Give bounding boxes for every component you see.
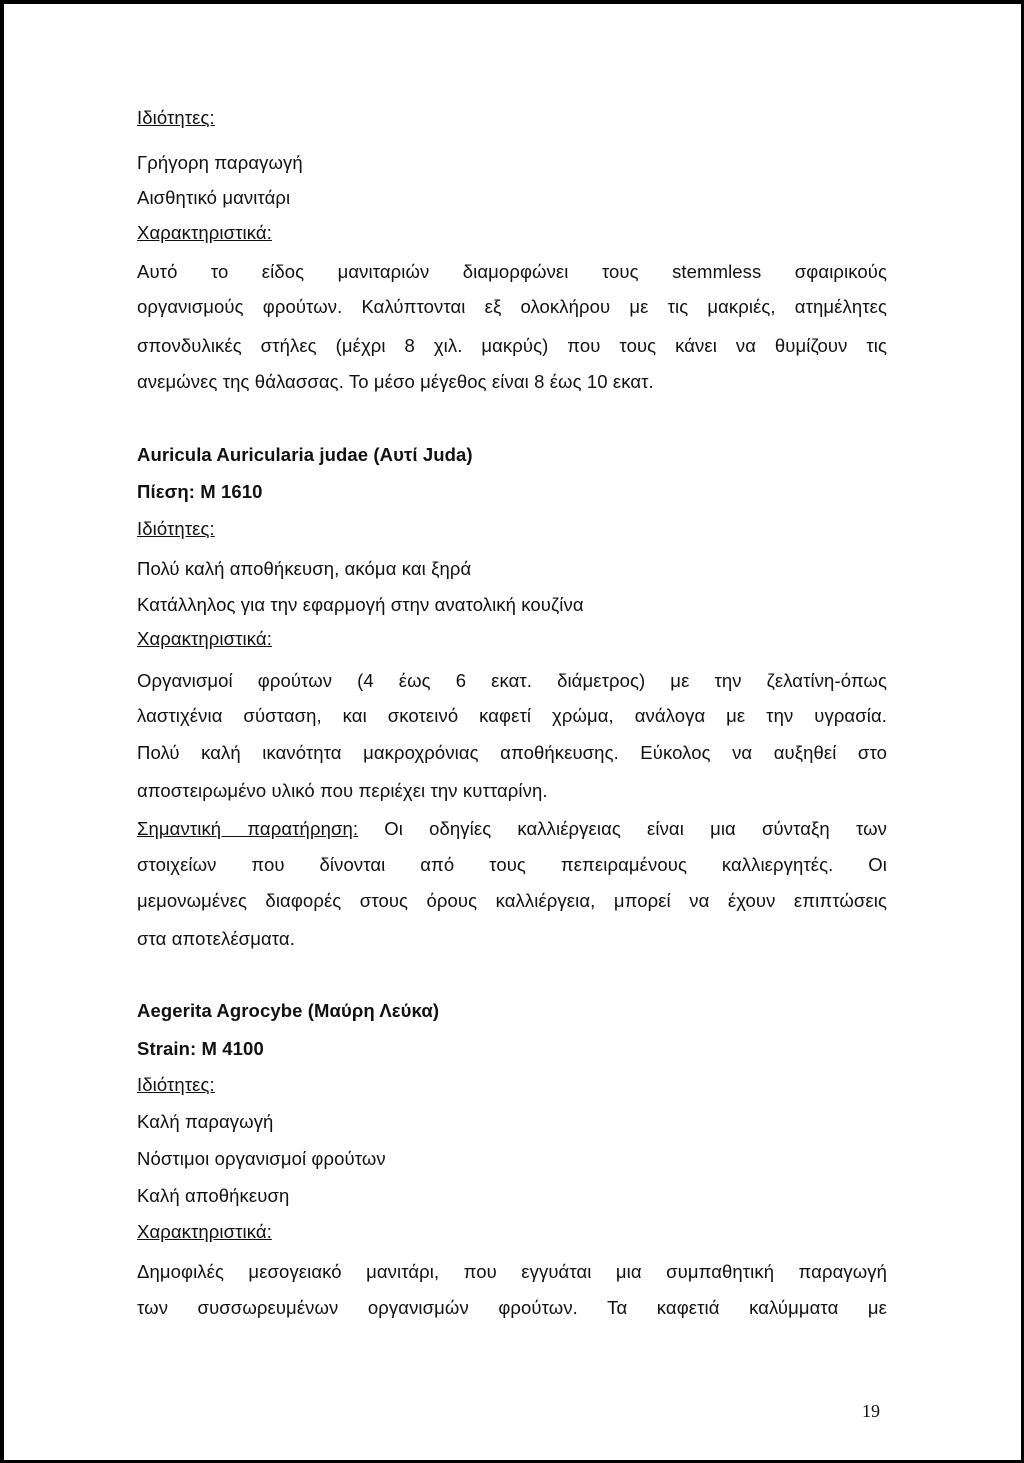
- section2-property: Πολύ καλή αποθήκευση, ακόμα και ξηρά: [137, 558, 472, 579]
- page-border-top: [0, 0, 1024, 4]
- section1-characteristics-line: Αυτό το είδος μανιταριών διαμορφώνει τους stemmless σφαιρικούς: [137, 261, 887, 282]
- section2-note-label: Σημαντική παρατήρηση:: [137, 818, 359, 839]
- section3-properties-heading: Ιδιότητες:: [137, 1074, 215, 1095]
- section1-properties-heading: Ιδιότητες:: [137, 107, 215, 128]
- page-number: 19: [862, 1401, 880, 1421]
- section3-property: Καλή αποθήκευση: [137, 1185, 290, 1206]
- section2-strain: Πίεση: M 1610: [137, 481, 263, 502]
- section2-characteristics-line: αποστειρωμένο υλικό που περιέχει την κυτταρίνη.: [137, 780, 548, 801]
- section3-characteristics-line: των συσσωρευμένων οργανισμών φρούτων. Τα καφετιά καλύμματα με: [137, 1297, 887, 1318]
- page-border-left: [0, 0, 4, 1463]
- section2-characteristics-line: Πολύ καλή ικανότητα μακροχρόνιας αποθήκευσης. Εύκολος να αυξηθεί στο: [137, 742, 887, 763]
- section2-note-line: μεμονωμένες διαφορές στους όρους καλλιέργεια, μπορεί να έχουν επιπτώσεις: [137, 890, 887, 911]
- section1-characteristics-line: ανεμώνες της θάλασσας. Το μέσο μέγεθος είναι 8 έως 10 εκατ.: [137, 371, 654, 392]
- section3-property: Νόστιμοι οργανισμοί φρούτων: [137, 1148, 386, 1169]
- section2-note-line: [137, 818, 887, 840]
- section3-characteristics-heading: Χαρακτηριστικά:: [137, 1221, 272, 1242]
- section2-note-text: Οι οδηγίες καλλιέργειας είναι μια σύνταξη των: [384, 818, 887, 839]
- section3-characteristics-line: Δημοφιλές μεσογειακό μανιτάρι, που εγγυάται μια συμπαθητική παραγωγή: [137, 1261, 887, 1282]
- section2-note-line: στα αποτελέσματα.: [137, 928, 295, 949]
- section1-property: Γρήγορη παραγωγή: [137, 152, 303, 173]
- section3-property: Καλή παραγωγή: [137, 1111, 274, 1132]
- section2-title: Auricula Auricularia judae (Αυτί Juda): [137, 444, 473, 465]
- section3-title: Aegerita Agrocybe (Μαύρη Λεύκα): [137, 1000, 440, 1021]
- section1-characteristics-line: οργανισμούς φρούτων. Καλύπτονται εξ ολοκλήρου με τις μακριές, ατημέλητες: [137, 296, 887, 317]
- section2-characteristics-heading: Χαρακτηριστικά:: [137, 628, 272, 649]
- section2-note-line: στοιχείων που δίνονται από τους πεπειραμένους καλλιεργητές. Οι: [137, 854, 887, 875]
- section2-characteristics-line: Οργανισμοί φρούτων (4 έως 6 εκατ. διάμετρος) με την ζελατίνη-όπως: [137, 670, 887, 691]
- section1-characteristics-heading: Χαρακτηριστικά:: [137, 222, 272, 243]
- section1-characteristics-line: σπονδυλικές στήλες (μέχρι 8 χιλ. μακρύς) που τους κάνει να θυμίζουν τις: [137, 335, 887, 356]
- section2-properties-heading: Ιδιότητες:: [137, 518, 215, 539]
- section3-strain: Strain: M 4100: [137, 1038, 264, 1059]
- section2-characteristics-line: λαστιχένια σύσταση, και σκοτεινό καφετί χρώμα, ανάλογα με την υγρασία.: [137, 705, 887, 726]
- section2-property: Κατάλληλος για την εφαρμογή στην ανατολική κουζίνα: [137, 594, 584, 615]
- section1-property: Αισθητικό μανιτάρι: [137, 187, 291, 208]
